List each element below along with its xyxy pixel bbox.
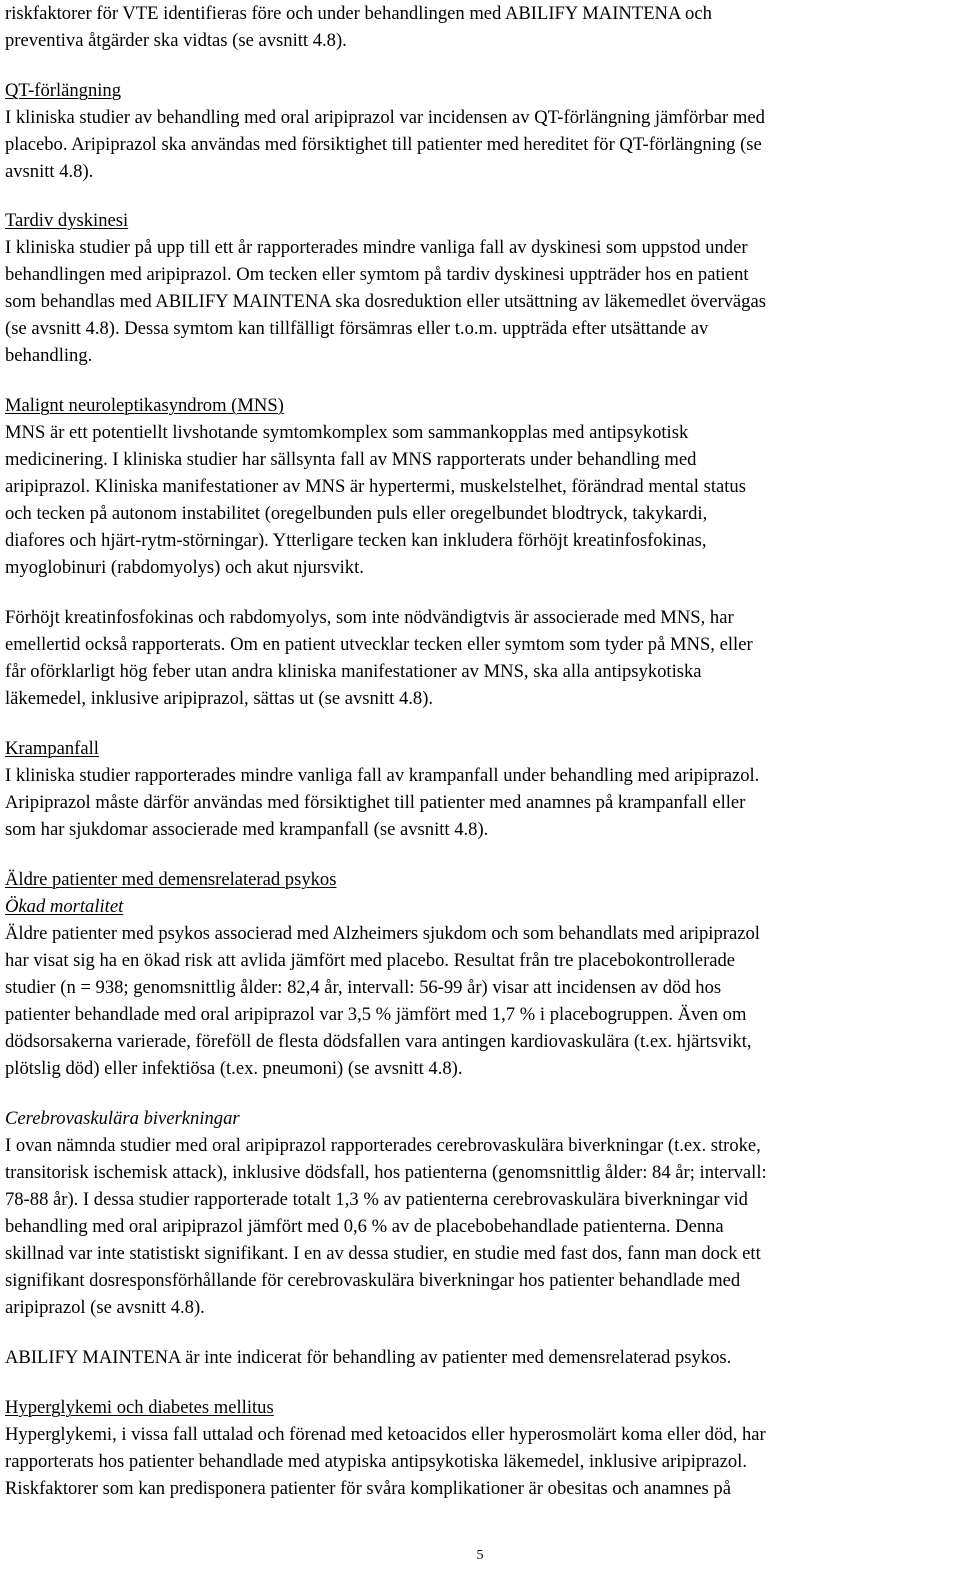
text-line: I kliniska studier på upp till ett år rapporterades mindre vanliga fall av dyskinesi som uppstod under — [5, 237, 748, 258]
text-line: aripiprazol (se avsnitt 4.8). — [5, 1297, 205, 1318]
text-line: Hyperglykemi, i vissa fall uttalad och förenad med ketoacidos eller hyperosmolärt koma eller död, har — [5, 1424, 766, 1445]
text-line: och tecken på autonom instabilitet (oregelbunden puls eller oregelbundet blodtryck, takykardi, — [5, 503, 708, 524]
text-line: transitorisk ischemisk attack), inklusive dödsfall, hos patienterna (genomsnittlig ålder: 84 år; intervall: — [5, 1162, 767, 1183]
text-line: I kliniska studier rapporterades mindre vanliga fall av krampanfall under behandling med aripiprazol. — [5, 765, 760, 786]
text-line: studier (n = 938; genomsnittlig ålder: 82,4 år, intervall: 56-99 år) visar att incidensen av död hos — [5, 977, 722, 998]
text-line: behandling med oral aripiprazol jämfört med 0,6 % av de placebobehandlade patienterna. Denna — [5, 1216, 724, 1237]
text-line: myoglobinuri (rabdomyolys) och akut njursvikt. — [5, 557, 364, 578]
text-line: behandlingen med aripiprazol. Om tecken eller symtom på tardiv dyskinesi uppträder hos en patient — [5, 264, 749, 285]
text-line: läkemedel, inklusive aripiprazol, sättas ut (se avsnitt 4.8). — [5, 688, 434, 709]
section-heading: Ökad mortalitet — [5, 896, 124, 917]
text-line: emellertid också rapporterats. Om en patient utvecklar tecken eller symtom som tyder på MNS, eller — [5, 634, 753, 655]
text-line: signifikant dosresponsförhållande för cerebrovaskulära biverkningar hos patienter behandlade med — [5, 1270, 741, 1291]
text-line: rapporterats hos patienter behandlade med atypiska antipsykotiska läkemedel, inklusive aripiprazol. — [5, 1451, 747, 1472]
text-line: Riskfaktorer som kan predisponera patienter för svåra komplikationer är obesitas och anamnes på — [5, 1478, 731, 1499]
text-line: plötslig död) eller infektiösa (t.ex. pneumoni) (se avsnitt 4.8). — [5, 1058, 463, 1079]
text-line: riskfaktorer för VTE identifieras före och under behandlingen med ABILIFY MAINTENA och — [5, 3, 712, 24]
text-line: Äldre patienter med psykos associerad med Alzheimers sjukdom och som behandlats med aripiprazol — [5, 923, 760, 944]
text-line: avsnitt 4.8). — [5, 161, 94, 182]
text-line: skillnad var inte statistiskt signifikant. I en av dessa studier, en studie med fast dos, fann man dock ett — [5, 1243, 761, 1264]
text-line: preventiva åtgärder ska vidtas (se avsnitt 4.8). — [5, 30, 347, 51]
section-heading: Malignt neuroleptikasyndrom (MNS) — [5, 395, 284, 416]
text-line: ABILIFY MAINTENA är inte indicerat för behandling av patienter med demensrelaterad psykos. — [5, 1347, 732, 1368]
text-line: aripiprazol. Kliniska manifestationer av MNS är hypertermi, muskelstelhet, förändrad mental status — [5, 476, 746, 497]
section-heading: Hyperglykemi och diabetes mellitus — [5, 1397, 274, 1418]
page-number: 5 — [476, 1548, 484, 1563]
text-line: som behandlas med ABILIFY MAINTENA ska dosreduktion eller utsättning av läkemedlet övervägas — [5, 291, 766, 312]
text-line: (se avsnitt 4.8). Dessa symtom kan tillfälligt försämras eller t.o.m. uppträda efter utsättande av — [5, 318, 709, 339]
text-line: placebo. Aripiprazol ska användas med försiktighet till patienter med hereditet för QT-förlängning (se — [5, 134, 762, 155]
section-heading: Cerebrovaskulära biverkningar — [5, 1108, 240, 1129]
text-line: 78-88 år). I dessa studier rapporterade totalt 1,3 % av patienterna cerebrovaskulära biverkningar vid — [5, 1189, 748, 1210]
section-heading: Krampanfall — [5, 738, 99, 759]
section-heading: Tardiv dyskinesi — [5, 210, 129, 231]
text-line: har visat sig ha en ökad risk att avlida jämfört med placebo. Resultat från tre placebokontrollerade — [5, 950, 736, 971]
section-heading: QT-förlängning — [5, 80, 122, 101]
text-line: Aripiprazol måste därför användas med försiktighet till patienter med anamnes på krampanfall eller — [5, 792, 746, 813]
text-line: Förhöjt kreatinfosfokinas och rabdomyolys, som inte nödvändigtvis är associerade med MNS, har — [5, 607, 734, 628]
text-line: I ovan nämnda studier med oral aripiprazol rapporterades cerebrovaskulära biverkningar (t.ex. stroke, — [5, 1135, 761, 1156]
text-line: dödsorsakerna varierade, föreföll de flesta dödsfallen vara antingen kardiovaskulära (t.ex. hjärtsvikt, — [5, 1031, 752, 1052]
text-line: MNS är ett potentiellt livshotande symtomkomplex som sammankopplas med antipsykotisk — [5, 422, 689, 443]
text-line: patienter behandlade med oral aripiprazol var 3,5 % jämfört med 1,7 % i placebogruppen. Även om — [5, 1004, 747, 1025]
text-line: får oförklarligt hög feber utan andra kliniska manifestationer av MNS, ska alla antipsykotiska — [5, 661, 702, 682]
text-line: medicinering. I kliniska studier har sällsynta fall av MNS rapporterats under behandling med — [5, 449, 697, 470]
text-line: diafores och hjärt-rytm-störningar). Ytterligare tecken kan inkludera förhöjt kreatinfosfokinas, — [5, 530, 707, 551]
section-heading: Äldre patienter med demensrelaterad psykos — [5, 869, 337, 890]
text-line: som har sjukdomar associerade med krampanfall (se avsnitt 4.8). — [5, 819, 489, 840]
text-line: behandling. — [5, 345, 93, 366]
text-line: I kliniska studier av behandling med oral aripiprazol var incidensen av QT-förlängning jämförbar med — [5, 107, 765, 128]
